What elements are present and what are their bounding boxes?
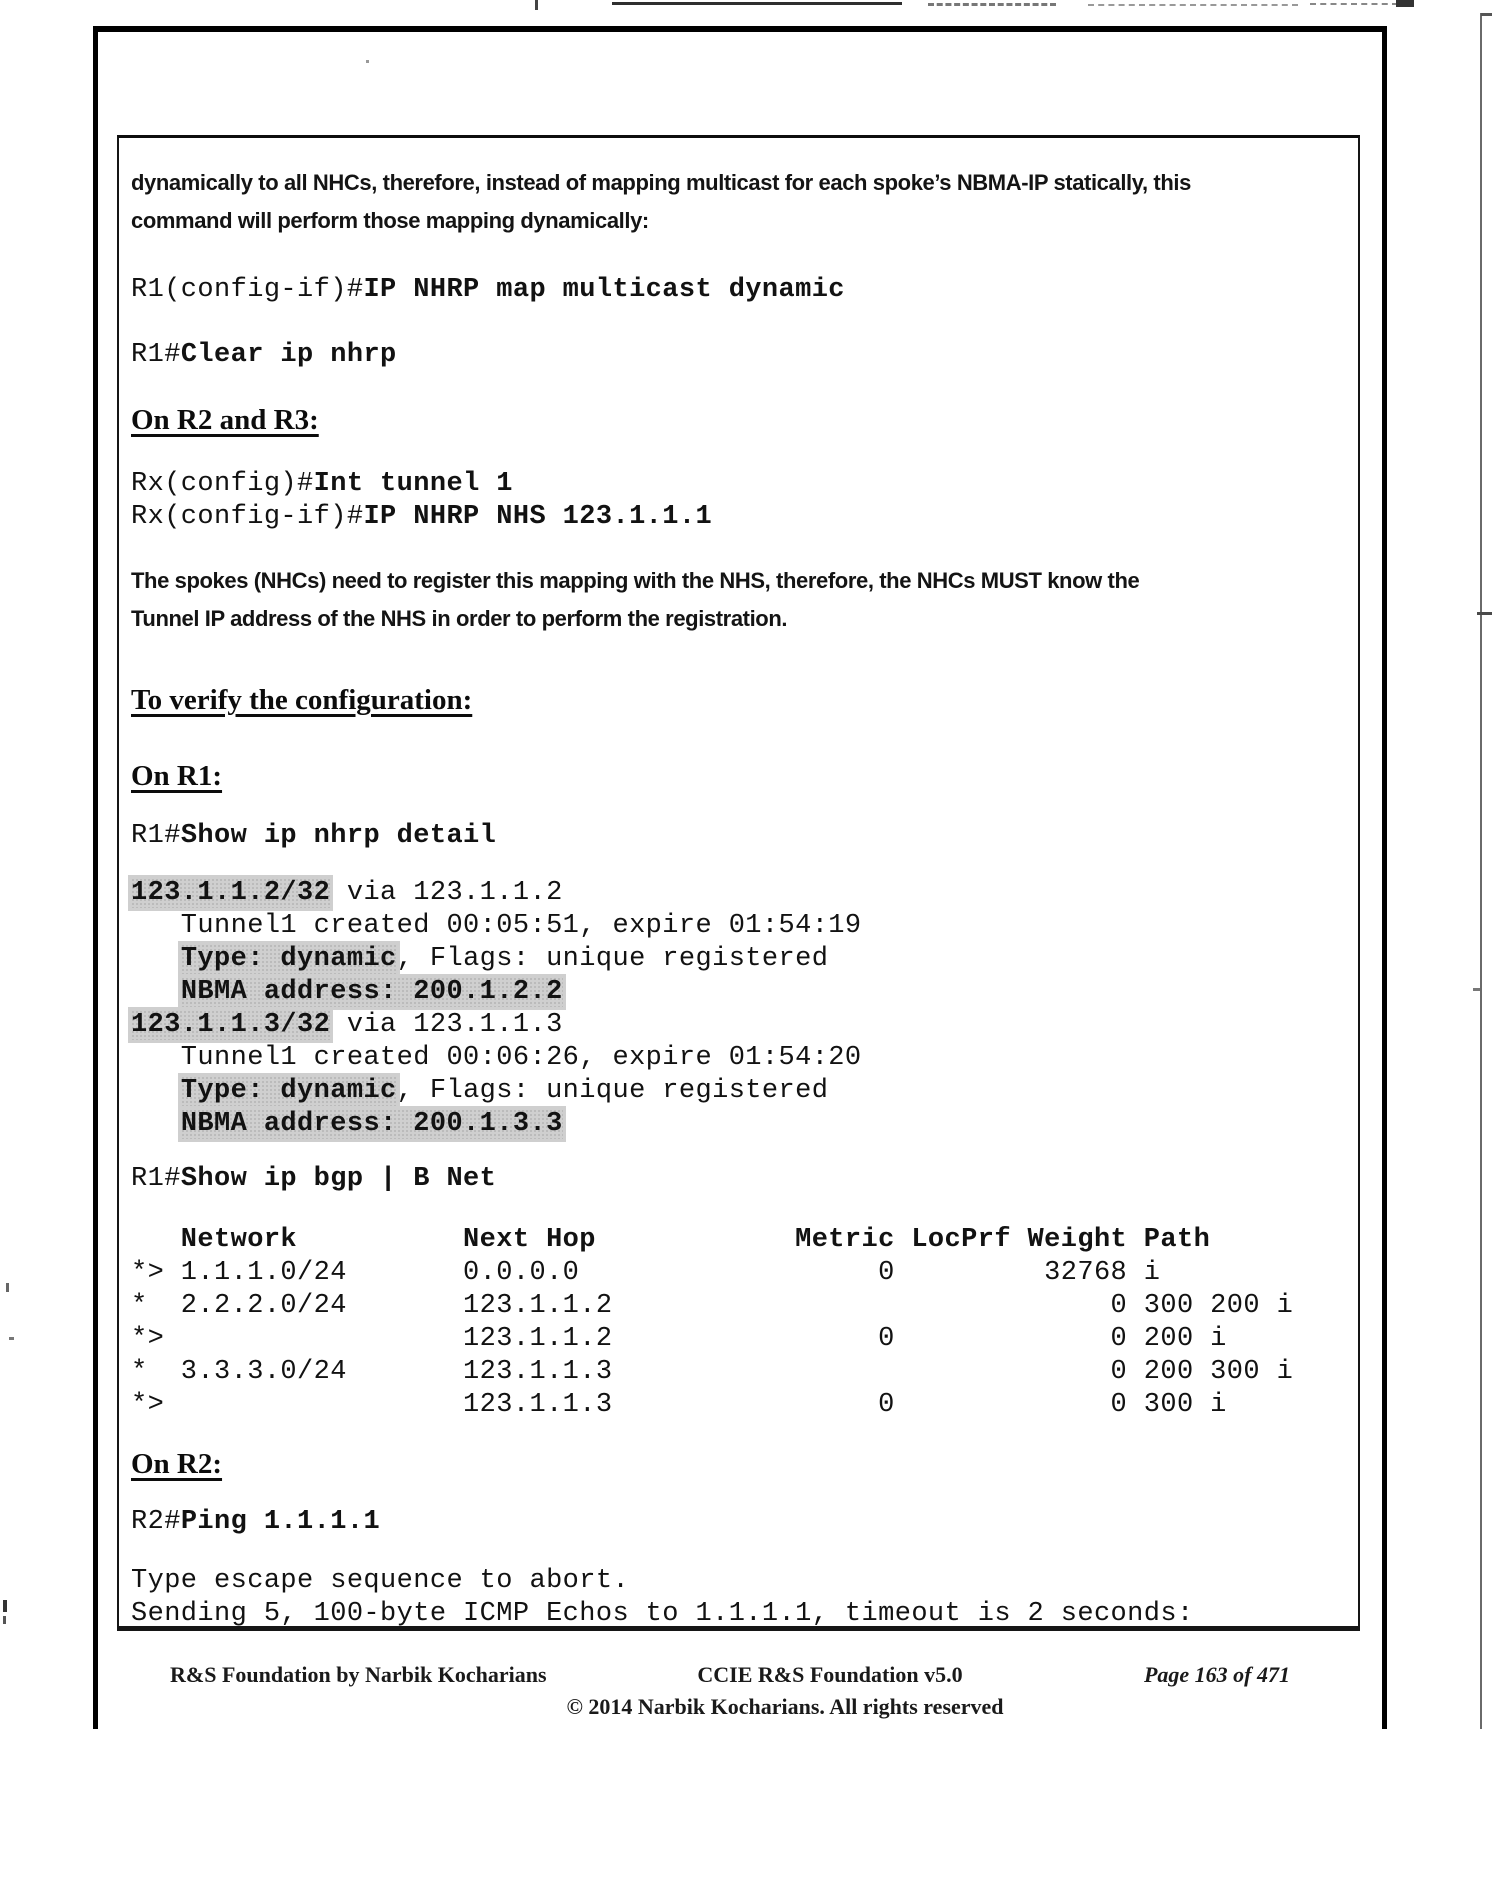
code-line <box>131 820 1348 853</box>
code-line <box>131 943 1348 976</box>
highlighted-text: 123.1.1.2/32 <box>131 878 331 908</box>
cmd-int-tunnel-nhs <box>131 468 1348 534</box>
code-line <box>131 910 1348 943</box>
heading-to-verify <box>131 682 1348 718</box>
code-line <box>131 1565 1348 1598</box>
intro-paragraph <box>131 164 1348 240</box>
code-text: * 3.3.3.0/24 123.1.1.3 0 200 300 i <box>131 1357 1294 1387</box>
heading-on-r2 <box>131 1446 1348 1482</box>
heading-on-r1 <box>131 758 1348 794</box>
highlighted-text: Type: dynamic <box>180 944 397 974</box>
scan-artifact <box>535 0 538 10</box>
code-text: Network Next Hop Metric LocPrf Weight Path <box>131 1225 1211 1255</box>
scan-artifact <box>1396 0 1414 7</box>
code-line <box>131 1075 1348 1108</box>
paragraph-line: The spokes (NHCs) need to register this mapping with the NHS, therefore, the NHCs MUST know the <box>131 568 1140 593</box>
scan-artifact <box>1473 988 1480 991</box>
output-show-ip-bgp <box>131 1224 1348 1422</box>
code-line <box>131 274 1348 307</box>
scan-artifact <box>928 3 1056 6</box>
code-line <box>131 1042 1348 1075</box>
code-line <box>131 1163 1348 1196</box>
scan-artifact <box>1480 13 1482 1729</box>
footer-row <box>170 1662 1290 1688</box>
scan-artifact <box>3 1600 7 1612</box>
code-text: IP NHRP NHS 123.1.1.1 <box>363 502 713 532</box>
code-text: Tunnel1 created 00:05:51, expire 01:54:19 <box>131 911 862 941</box>
code-text: * 2.2.2.0/24 123.1.1.2 0 300 200 i <box>131 1291 1294 1321</box>
code-text: Clear ip nhrp <box>180 340 397 370</box>
heading-text: On R2: <box>131 1448 223 1480</box>
paragraph-line: dynamically to all NHCs, therefore, instead of mapping multicast for each spoke’s NBMA-IP statically, this <box>131 170 1191 195</box>
code-line <box>131 1323 1348 1356</box>
code-text <box>131 1109 181 1139</box>
code-text: Show ip bgp | B Net <box>180 1164 497 1194</box>
code-text: *> 123.1.1.2 0 0 200 i <box>131 1324 1227 1354</box>
code-line <box>131 976 1348 1009</box>
scan-artifact <box>612 2 902 5</box>
code-text: R1# <box>131 340 181 370</box>
cmd-ping <box>131 1506 1348 1539</box>
code-text: *> 1.1.1.0/24 0.0.0.0 0 32768 i <box>131 1258 1161 1288</box>
footer-page-number: Page 163 of 471 <box>1143 1662 1290 1687</box>
heading-text: To verify the configuration: <box>131 684 473 716</box>
code-line <box>131 339 1348 372</box>
highlighted-text: 123.1.1.3/32 <box>131 1010 331 1040</box>
code-text: Rx(config-if)# <box>131 502 364 532</box>
scan-artifact <box>1088 4 1298 6</box>
paragraph-line: Tunnel IP address of the NHS in order to perform the registration. <box>131 606 788 631</box>
code-line <box>131 1598 1348 1631</box>
code-text: IP NHRP map multicast dynamic <box>363 275 845 305</box>
code-line <box>131 1108 1348 1141</box>
code-line <box>131 1506 1348 1539</box>
code-text: *> 123.1.1.3 0 0 300 i <box>131 1390 1227 1420</box>
cmd-show-ip-bgp <box>131 1163 1348 1196</box>
scan-artifact <box>6 1283 9 1292</box>
highlighted-text: Type: dynamic <box>180 1076 397 1106</box>
cmd-nhrp-map-multicast <box>131 274 1348 307</box>
cmd-show-ip-nhrp-detail <box>131 820 1348 853</box>
code-text: Rx(config)# <box>131 469 314 499</box>
scan-artifact <box>1477 612 1492 615</box>
code-text: Type escape sequence to abort. <box>131 1566 630 1596</box>
output-show-ip-nhrp <box>131 877 1348 1141</box>
code-text: R2# <box>131 1507 181 1537</box>
scan-artifact <box>1310 3 1398 5</box>
content-box <box>117 135 1360 1631</box>
code-text: Ping 1.1.1.1 <box>180 1507 381 1537</box>
code-line <box>131 877 1348 910</box>
code-text: R1# <box>131 821 181 851</box>
code-text: , Flags: unique registered <box>396 1076 829 1106</box>
code-text: Sending 5, 100-byte ICMP Echos to 1.1.1.1, timeout is 2 seconds: <box>131 1599 1194 1629</box>
scan-artifact <box>1481 13 1492 16</box>
code-line <box>131 1290 1348 1323</box>
code-line <box>131 1356 1348 1389</box>
scan-artifact <box>3 1616 6 1624</box>
code-text <box>131 1076 181 1106</box>
code-text: Tunnel1 created 00:06:26, expire 01:54:20 <box>131 1043 862 1073</box>
code-line <box>131 1257 1348 1290</box>
code-text <box>131 944 181 974</box>
code-text: , Flags: unique registered <box>396 944 829 974</box>
scan-artifact <box>9 1337 14 1340</box>
code-text: via 123.1.1.2 <box>330 878 563 908</box>
code-text: via 123.1.1.3 <box>330 1010 563 1040</box>
cmd-clear-ip-nhrp <box>131 339 1348 372</box>
code-text <box>131 977 181 1007</box>
output-ping <box>131 1565 1348 1631</box>
page-footer <box>170 1662 1290 1720</box>
code-text: Int tunnel 1 <box>313 469 513 499</box>
code-text: R1(config-if)# <box>131 275 364 305</box>
code-line <box>131 1224 1348 1257</box>
heading-text: On R1: <box>131 760 223 792</box>
footer-book-title: R&S Foundation by Narbik Kocharians <box>170 1662 547 1687</box>
footer-copyright: © 2014 Narbik Kocharians. All rights reserved <box>566 1694 1004 1719</box>
highlighted-text: NBMA address: 200.1.3.3 <box>180 1109 563 1139</box>
code-text: Show ip nhrp detail <box>180 821 497 851</box>
heading-on-r2-and-r3 <box>131 402 1348 438</box>
highlighted-text: NBMA address: 200.1.2.2 <box>180 977 563 1007</box>
footer-course-title: CCIE R&S Foundation v5.0 <box>697 1662 963 1687</box>
code-text: R1# <box>131 1164 181 1194</box>
spokes-paragraph <box>131 562 1348 638</box>
paragraph-line: command will perform those mapping dynamically: <box>131 208 649 233</box>
code-line <box>131 1009 1348 1042</box>
heading-text: On R2 and R3: <box>131 404 319 436</box>
code-line <box>131 468 1348 501</box>
code-line <box>131 501 1348 534</box>
code-line <box>131 1389 1348 1422</box>
